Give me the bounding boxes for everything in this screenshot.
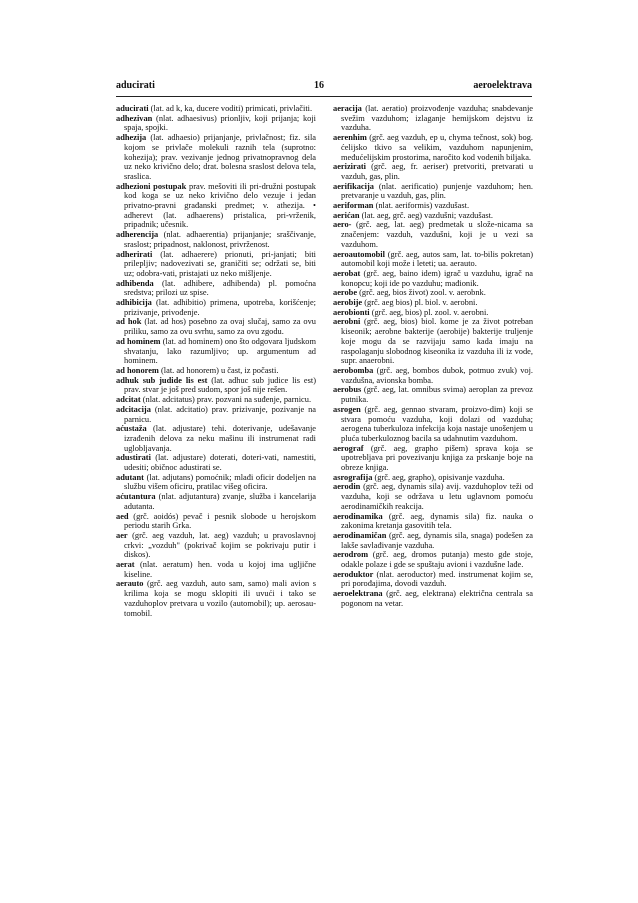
entry-headword: aerićan <box>333 210 360 220</box>
dictionary-entry <box>116 376 316 395</box>
entry-headword: asrografija <box>333 472 373 482</box>
dictionary-entry <box>333 211 533 221</box>
entry-headword: adutant <box>116 472 144 482</box>
entry-headword: aeroduktor <box>333 569 374 579</box>
dictionary-entry <box>116 453 316 472</box>
header-left-guideword: aducirati <box>116 80 155 91</box>
dictionary-entry <box>116 395 316 405</box>
entry-definition: (grč. aeg, bombos dubok, potmuo zvuk) voj. vazdušna, avionska bomba. <box>341 365 533 385</box>
dictionary-entry <box>116 579 316 618</box>
dictionary-entry <box>333 162 533 181</box>
entry-headword: adherirati <box>116 249 153 259</box>
entry-definition: (grč. aeg, grapho), opisivanje vazduha. <box>374 472 505 482</box>
dictionary-entry <box>116 405 316 424</box>
dictionary-entry <box>116 279 316 298</box>
entry-headword: aćustaža <box>116 424 147 434</box>
entry-definition: (grč. aeg, bios život) zool. v. aerobnk. <box>359 288 486 298</box>
entry-definition: (nlat. aerificatio) punjenje vazduhom; hen. pretvaranje u vazduh, gas, plin. <box>341 181 533 201</box>
dictionary-entry <box>116 512 316 531</box>
dictionary-entry <box>333 182 533 201</box>
entry-headword: aerobus <box>333 385 362 395</box>
dictionary-entry <box>333 308 533 318</box>
entry-definition: (nlat. aeriformis) vazdušast. <box>375 201 470 211</box>
entry-headword: aed <box>116 511 129 521</box>
entry-definition: (grč. aeg, lat. aeg) predmetak u slože-nicama sa značenjem: vazduh, vazdušni, koji je u vezi sa vazduhom. <box>341 220 533 249</box>
entry-definition: (grč. aeg vazduh, lat. aeg) vazduh; u pravoslavnoj crkvi: „vozduh" (pokrivač kojim se pokrivaju putir i diskos). <box>124 530 316 560</box>
dictionary-entry <box>333 473 533 483</box>
entry-headword: adhuk sub judide lis est <box>116 375 208 385</box>
entry-definition: (grč. aeg, autos sam, lat. to-bilis pokretan) automobil koji može i leteti; ua. aerauto. <box>341 249 533 269</box>
header-right-guideword: aeroelektrava <box>473 80 532 91</box>
entry-headword: aerenhim <box>333 133 367 143</box>
entry-definition: (grč. aeg, dromos putanja) mesto gde stoje, odakle polaze i gde se spuštaju avioni i vazdušne lađe. <box>341 550 533 570</box>
dictionary-entry <box>333 385 533 404</box>
entry-headword: aerobe <box>333 288 358 298</box>
entry-definition: (grč. aeg, gennao stvaram, proizvo-dim) koji se stvara pomoću vazduha, koji dolazi od vazduha; aerogena tuberkuloza infekcija koja nastaje unošenjem u pluća tuberkuloznog bacila sa udahnutim vazduhom. <box>341 404 533 443</box>
header-rule <box>116 96 532 97</box>
entry-headword: aeroelektrana <box>333 589 383 599</box>
entry-definition: (lat. ad hominem) ono što odgovara ljudskom shvatanju, lako razumljivo; up. argumentum ad hominem. <box>124 336 316 366</box>
dictionary-entry <box>116 473 316 492</box>
dictionary-entry <box>116 182 316 231</box>
entry-definition: (lat. adjutans) pomoćnik; mlađi oficir dodeljen na službu višem oficiru, pratilac višeg oficira. <box>124 472 316 492</box>
entry-definition: (grč. aeg, grapho pišem) sprava koja se upotrebljava pri povezivanju knjiga za prskanje boje na obreze knjiga. <box>341 443 533 473</box>
entry-headword: ad hominem <box>116 336 161 346</box>
entry-definition: (lat. aeratio) proizvođenje vazduha; snabdevanje svežim vazduhom; izlaganje hemijskom dejstvu iz vazduha. <box>341 104 533 133</box>
entry-definition: (grč. aeg, elektrana) električna centrala sa pogonom na vetar. <box>341 589 533 608</box>
entry-headword: adcitacija <box>116 404 151 414</box>
entry-headword: aerifikacija <box>333 181 374 191</box>
dictionary-entry <box>333 298 533 308</box>
dictionary-entry <box>116 298 316 317</box>
entry-definition: (grč. aeg bios) pl. biol. v. aerobni. <box>364 298 478 308</box>
entry-headword: aerauto <box>116 579 144 589</box>
entry-definition: (grč. aeg, dynamis sila) fiz. nauka o zakonima kretanja gasovitih tela. <box>341 511 533 531</box>
entry-definition: (nlat. adhaesivus) prionljiv, koji prijanja; koji spaja, spojki. <box>124 113 316 133</box>
page-number: 16 <box>314 80 324 91</box>
entry-definition: prav. mešoviti ili pri-družni postupak kod koga se uz neko krivično delo vezuje i jedan privatno-pravni građanski predmet; v. athezija. • adherevt (lat. adhaerens) pristalica, pri-vrženik, pripadnik; učesnik. <box>124 181 316 230</box>
entry-headword: adustirati <box>116 453 151 463</box>
entry-headword: adhibicija <box>116 298 152 308</box>
entry-definition: (lat. adhaerere) prionuti, pri-janjati; biti prilepljiv; nadovezivati se, graničiti se; održati se, biti uz; odobra-vati, pristajati uz neko mišljenje. <box>124 249 316 278</box>
entry-headword: aerat <box>116 560 135 570</box>
entry-definition: (nlat. aeratum) hen. voda u kojoj ima ugljične kiseline. <box>124 560 316 579</box>
entry-definition: (lat. aeg, grč. aeg) vazdušni; vazdušast. <box>361 210 493 220</box>
entry-definition: (nlat. aeroductor) med. instrumenat kojim se, pri porođajima, dovodi vazduh. <box>341 569 533 589</box>
entry-definition: (nlat. adcitatio) prav. prizivanje, pozivanje na parnicu. <box>124 404 316 424</box>
dictionary-entry <box>333 405 533 444</box>
dictionary-entry <box>333 269 533 288</box>
dictionary-entry <box>116 560 316 579</box>
entry-headword: aerobije <box>333 298 363 308</box>
entry-definition: (grč. aeg, dynamis sila) avij. vazduhoplov teži od vazduha, koji se održava u letu uglavnom pomoću aerodinamičkih reakcija. <box>341 482 533 511</box>
entry-definition: (lat. adhibitio) primena, upotreba, korišćenje; prizivanje, privođenje. <box>124 298 316 317</box>
page-header <box>116 80 532 96</box>
entry-headword: adherencija <box>116 230 159 240</box>
entry-headword: ad hok <box>116 317 142 327</box>
entry-definition: (lat. adjustare) tehi. doterivanje, udešavanje izrađenih delova za neku mašinu ili instrumenat radi ugloblјavanja. <box>124 424 316 453</box>
dictionary-entry <box>116 133 316 182</box>
right-column <box>333 104 533 784</box>
dictionary-entry <box>333 550 533 569</box>
entry-headword: aer <box>116 530 128 540</box>
entry-headword: aducirati <box>116 104 149 113</box>
entry-headword: aerobat <box>333 268 361 278</box>
entry-definition: (grč. aeg vazduh, auto sam, samo) mali avion s krilima koja se mogu sklopiti ili uvući i tako se vazduhoplov pretvara u vozilo (automobil); up. aerosau-tomobil. <box>124 579 316 618</box>
entry-definition: (lat. adhuc sub judice lis est) prav. stvar je još pred sudom, spor još nije rešen. <box>124 375 316 395</box>
entry-headword: adcitat <box>116 395 141 405</box>
entry-definition: (grč. aeg, bios) pl. zool. v. aerobni. <box>371 307 489 317</box>
entry-headword: adhezioni postupak <box>116 181 187 191</box>
dictionary-entry <box>333 104 533 133</box>
entry-headword: asrogen <box>333 404 361 414</box>
dictionary-entry <box>116 317 316 336</box>
dictionary-entry <box>333 444 533 473</box>
dictionary-entry <box>333 317 533 366</box>
entry-headword: aerobomba <box>333 365 374 375</box>
entry-definition: (lat. adhaesio) prijanjanje, privlačnost; fiz. sila kojom se privlače molekuli raznih tela (suprotno: kohezija); prav. vezivanje jednog privatnopravnog dela uz neko krivično delo; drat. bolesna sraslost delova tela, sraslica. <box>124 133 316 181</box>
entry-headword: aerodrom <box>333 550 369 560</box>
dictionary-entry <box>333 250 533 269</box>
entry-headword: aerizirati <box>333 162 367 172</box>
entry-headword: adhibenda <box>116 278 154 288</box>
entry-definition: (nlat. adhaerentia) prijanjanje; sraščivanje, sraslost; pripadnost, naklonost, privrženost. <box>124 230 316 249</box>
dictionary-entry <box>116 531 316 560</box>
entry-definition: (lat. ad hos) posebno za ovaj slučaj, samo za ovu priliku, samo za ovu svrhu, samo za ovu zgodu. <box>124 317 316 337</box>
entry-headword: aerodinamičan <box>333 530 387 540</box>
dictionary-entry <box>333 589 533 608</box>
dictionary-entry <box>116 337 316 366</box>
entry-definition: (nlat. adcitatus) prav. pozvani na suđenje, parnicu. <box>142 395 312 405</box>
dictionary-entry <box>116 104 316 114</box>
entry-definition: (grč. aoidós) pevač i pesnik slobode u herojskom periodu starih Grka. <box>124 511 316 531</box>
entry-definition: (lat. ad k, ka, ducere voditi) primicati, privlačiti. <box>150 104 313 113</box>
entry-definition: (lat. adjustare) doterati, doteri-vati, namestiti, udesiti; običnoc adustirati se. <box>124 453 316 473</box>
dictionary-entry <box>333 133 533 162</box>
entry-headword: adhezija <box>116 133 147 143</box>
dictionary-entry <box>333 482 533 511</box>
entry-definition: (grč. aeg, bios) biol. kome je za život potreban kiseonik; aerobne bakterije (aerobije) bakterije truljenje koje mogu da se razvijaju samo kada imaju na raspolaganju slobodnog kiseonika iz vazduha ili iz vode, supr. anaerobni. <box>341 317 533 366</box>
dictionary-entry <box>333 531 533 550</box>
dictionary-entry <box>116 250 316 279</box>
entry-headword: aerobni <box>333 317 361 327</box>
entry-definition: (lat. ad honorem) u čast, iz počasti. <box>160 365 279 375</box>
dictionary-entry <box>116 492 316 511</box>
dictionary-entry <box>116 230 316 249</box>
dictionary-entry <box>116 424 316 453</box>
dictionary-entry <box>333 366 533 385</box>
entry-definition: (grč. aeg vazduh, ep u, chyma tečnost, sok) bog. ćelijsko tkivo sa velikim, vazduhom napunjenim, međućelijskim prostorima, naročito kod vodenih biljaka. <box>341 133 533 162</box>
dictionary-entry <box>333 220 533 249</box>
entry-definition: (grč. aeg, dynamis sila, snaga) podešen za lakše savlađivanje vazduha. <box>341 530 533 550</box>
entry-definition: (grč. aeg, lat. omnibus svima) aeroplan za prevoz putnika. <box>341 385 533 405</box>
entry-headword: aeroautomobil <box>333 249 385 259</box>
entry-headword: aeracija <box>333 104 362 113</box>
entry-headword: aerobionti <box>333 307 370 317</box>
entry-definition: (nlat. adjutantura) zvanje, služba i kancelarija adutanta. <box>124 492 316 511</box>
entry-definition: (grč. aeg, fr. aeriser) pretvoriti, pretvarati u vazduh, gas, plin. <box>341 162 533 181</box>
left-column <box>116 104 316 784</box>
entry-headword: aerodin <box>333 482 361 492</box>
dictionary-entry <box>116 366 316 376</box>
entry-headword: aerograf <box>333 443 364 453</box>
dictionary-entry <box>333 512 533 531</box>
entry-definition: (lat. adhibere, adhibenda) pl. pomoćna sredstva; prilozi uz spise. <box>124 278 316 298</box>
entry-definition: (grč. aeg, baino idem) igrač u vazduhu, igrač na konopcu; koji ide po vazduhu; mađionik. <box>341 268 533 288</box>
entry-headword: adhezivan <box>116 113 153 123</box>
entry-headword: ad honorem <box>116 365 159 375</box>
dictionary-entry <box>116 114 316 133</box>
dictionary-entry <box>333 288 533 298</box>
entry-headword: aćutantura <box>116 492 156 502</box>
entry-headword: aerodinamika <box>333 511 383 521</box>
entry-headword: aeriforman <box>333 201 374 211</box>
dictionary-entry <box>333 201 533 211</box>
dictionary-entry <box>333 570 533 589</box>
entry-headword: aero- <box>333 220 352 230</box>
